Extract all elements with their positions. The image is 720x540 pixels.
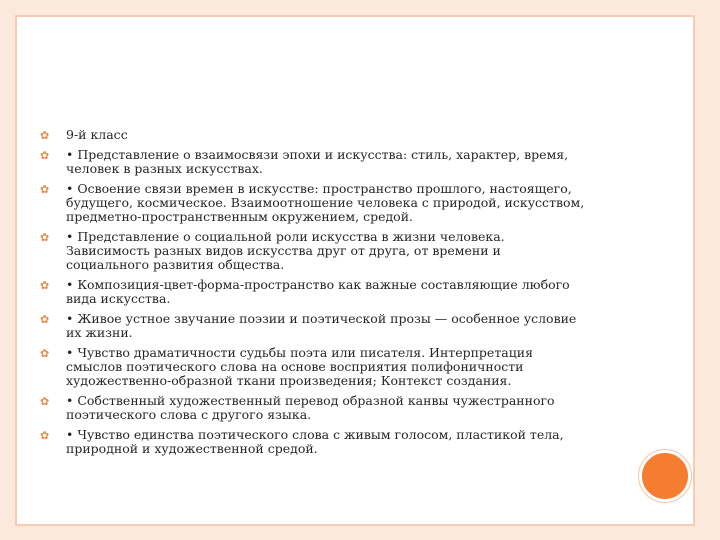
list-item [40,312,640,340]
flower-icon: ✿ [40,279,50,292]
list-item-text: • Чувство драматичности судьбы поэта или писателя. Интерпретация смыслов поэтического слова на основе восприятия полифоничности художественно-образной ткани произведения; Контекст создания. [66,345,533,388]
list-item-text: • Освоение связи времен в искусстве: пространство прошлого, настоящего, будущего, космическое. Взаимоотношение человека с природой, искусством, предметно-пространственным окружением, средой. [66,181,585,224]
list-item-text: • Представление о социальной роли искусства в жизни человека. Зависимость разных видов искусства друг от друга, от времени и социального развития общества. [66,229,505,272]
list-item-text: • Чувство единства поэтического слова с живым голосом, пластикой тела, природной и художественной средой. [66,427,564,456]
flower-icon: ✿ [40,183,50,196]
bullet-list [40,128,640,462]
decorative-circle [639,450,691,502]
list-item [40,128,640,142]
list-item-text: 9-й класс [66,127,128,142]
list-item-text: • Живое устное звучание поэзии и поэтической прозы — особенное условие их жизни. [66,311,577,340]
list-item-text: • Собственный художественный перевод образной канвы чужестранного поэтического слова с другого языка. [66,393,555,422]
flower-icon: ✿ [40,347,50,360]
flower-icon: ✿ [40,313,50,326]
list-item [40,278,640,306]
list-item [40,428,640,456]
flower-icon: ✿ [40,129,50,142]
list-item-text: • Представление о взаимосвязи эпохи и искусства: стиль, характер, время, человек в разных искусствах. [66,147,569,176]
list-item [40,346,640,388]
list-item [40,182,640,224]
flower-icon: ✿ [40,231,50,244]
list-item [40,230,640,272]
list-item [40,148,640,176]
list-item-text: • Композиция-цвет-форма-пространство как важные составляющие любого вида искусства. [66,277,570,306]
flower-icon: ✿ [40,429,50,442]
list-item [40,394,640,422]
flower-icon: ✿ [40,149,50,162]
flower-icon: ✿ [40,395,50,408]
